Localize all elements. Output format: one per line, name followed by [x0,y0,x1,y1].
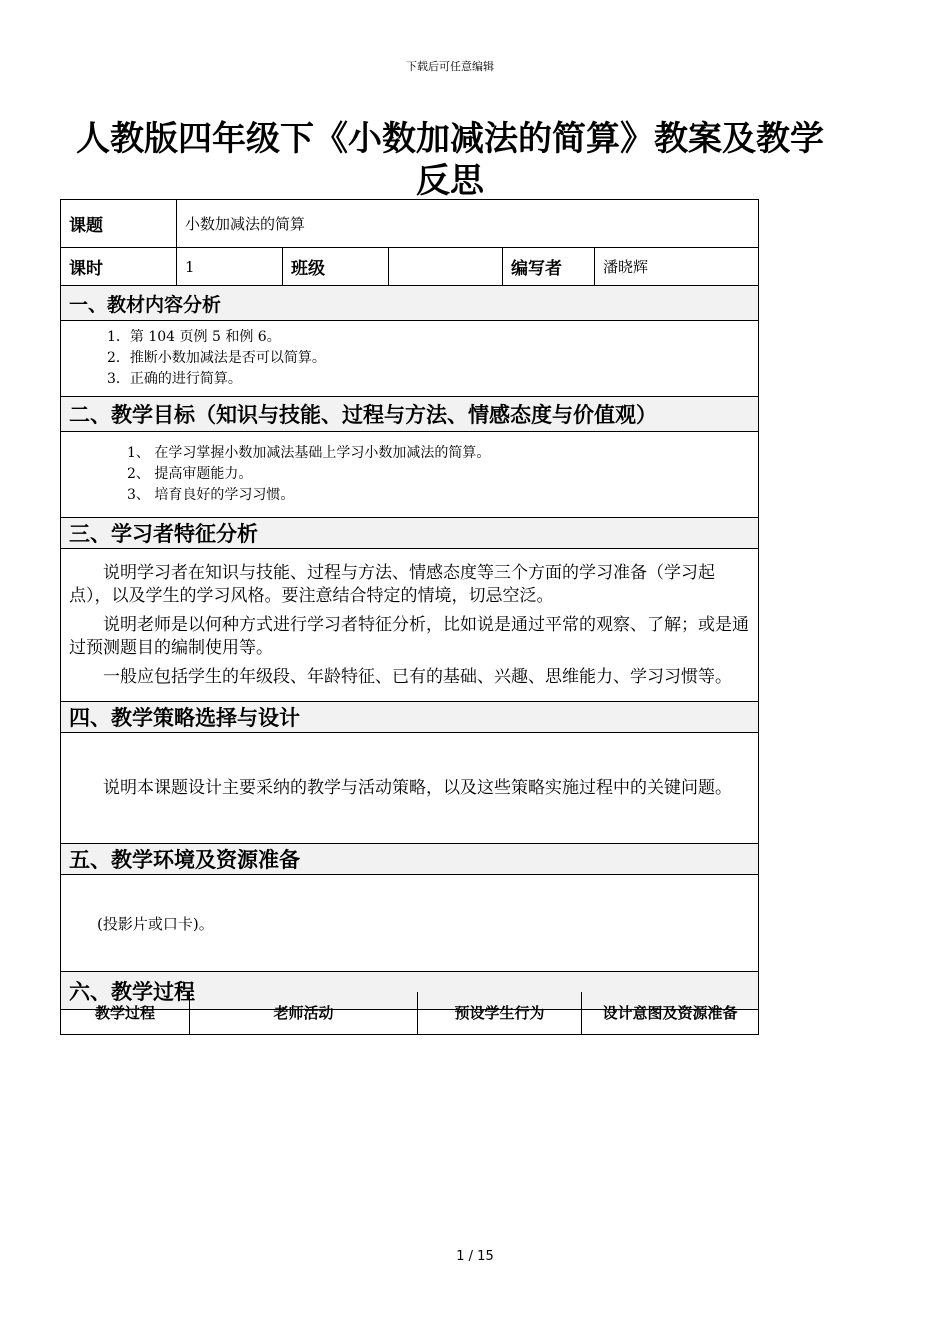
list-item: 2、 提高审题能力。 [127,466,253,482]
list-item: 3、 培育良好的学习习惯。 [127,487,295,503]
paragraph: 说明老师是以何种方式进行学习者特征分析，比如说是通过平常的观察、了解；或是通过预测题目的编制使用等。 [69,614,749,658]
list-item: 1、 在学习掌握小数加减法基础上学习小数加减法的简算。 [127,445,491,461]
list-item: 2．推断小数加减法是否可以简算。 [107,350,326,366]
section-5-body [61,875,759,972]
section-3-body [61,549,759,702]
section-5-header [61,844,759,875]
section-2-title: 二、教学目标（知识与技能、过程与方法、情感态度与价值观） [61,397,759,432]
class-value [389,248,503,286]
topic-label: 课题 [61,200,177,248]
page-number: 1 / 15 [456,1249,494,1264]
section-2-body [61,432,759,518]
list-item: 1．第 104 页例 5 和例 6。 [107,329,281,345]
section-1-title: 一、教材内容分析 [61,286,759,321]
period-value: 1 [177,248,283,286]
process-header-intent: 设计意图及资源准备 [582,992,759,1034]
section-6-title: 六、教学过程 [61,972,759,1010]
topic-row [61,200,759,248]
header-note: 下载后可任意编辑 [406,60,494,73]
section-2-header [61,397,759,432]
section-4-body [61,733,759,844]
section-5-title: 五、教学环境及资源准备 [61,844,759,875]
process-header-stage: 教学过程 [61,992,190,1034]
section-4-header [61,702,759,733]
list-item: 3．正确的进行简算。 [107,371,242,387]
paragraph: (投影片或口卡)。 [97,914,214,933]
section-1-header [61,286,759,321]
period-label: 课时 [61,248,177,286]
class-label: 班级 [283,248,389,286]
section-4-title: 四、教学策略选择与设计 [61,702,759,733]
topic-value: 小数加减法的简算 [177,200,759,248]
process-header-teacher: 老师活动 [190,992,418,1034]
table-row [61,992,759,1034]
author-label: 编写者 [503,248,595,286]
paragraph: 一般应包括学生的年级段、年龄特征、已有的基础、兴趣、思维能力、学习习惯等。 [103,666,732,687]
section-3-title: 三、学习者特征分析 [61,518,759,549]
meta-row [61,248,759,286]
process-header-student: 预设学生行为 [418,992,582,1034]
paragraph: 说明本课题设计主要采纳的教学与活动策略，以及这些策略实施过程中的关键问题。 [103,777,732,798]
author-value: 潘晓辉 [595,248,759,286]
section-3-header [61,518,759,549]
process-table [60,992,759,1035]
lesson-plan-table [60,199,759,1010]
section-1-body [61,321,759,397]
document-title: 人教版四年级下《小数加减法的简算》教案及教学反思 [76,119,824,201]
paragraph: 说明学习者在知识与技能、过程与方法、情感态度等三个方面的学习准备（学习起点），以及学生的学习风格。要注意结合特定的情境，切忌空泛。 [69,562,715,606]
